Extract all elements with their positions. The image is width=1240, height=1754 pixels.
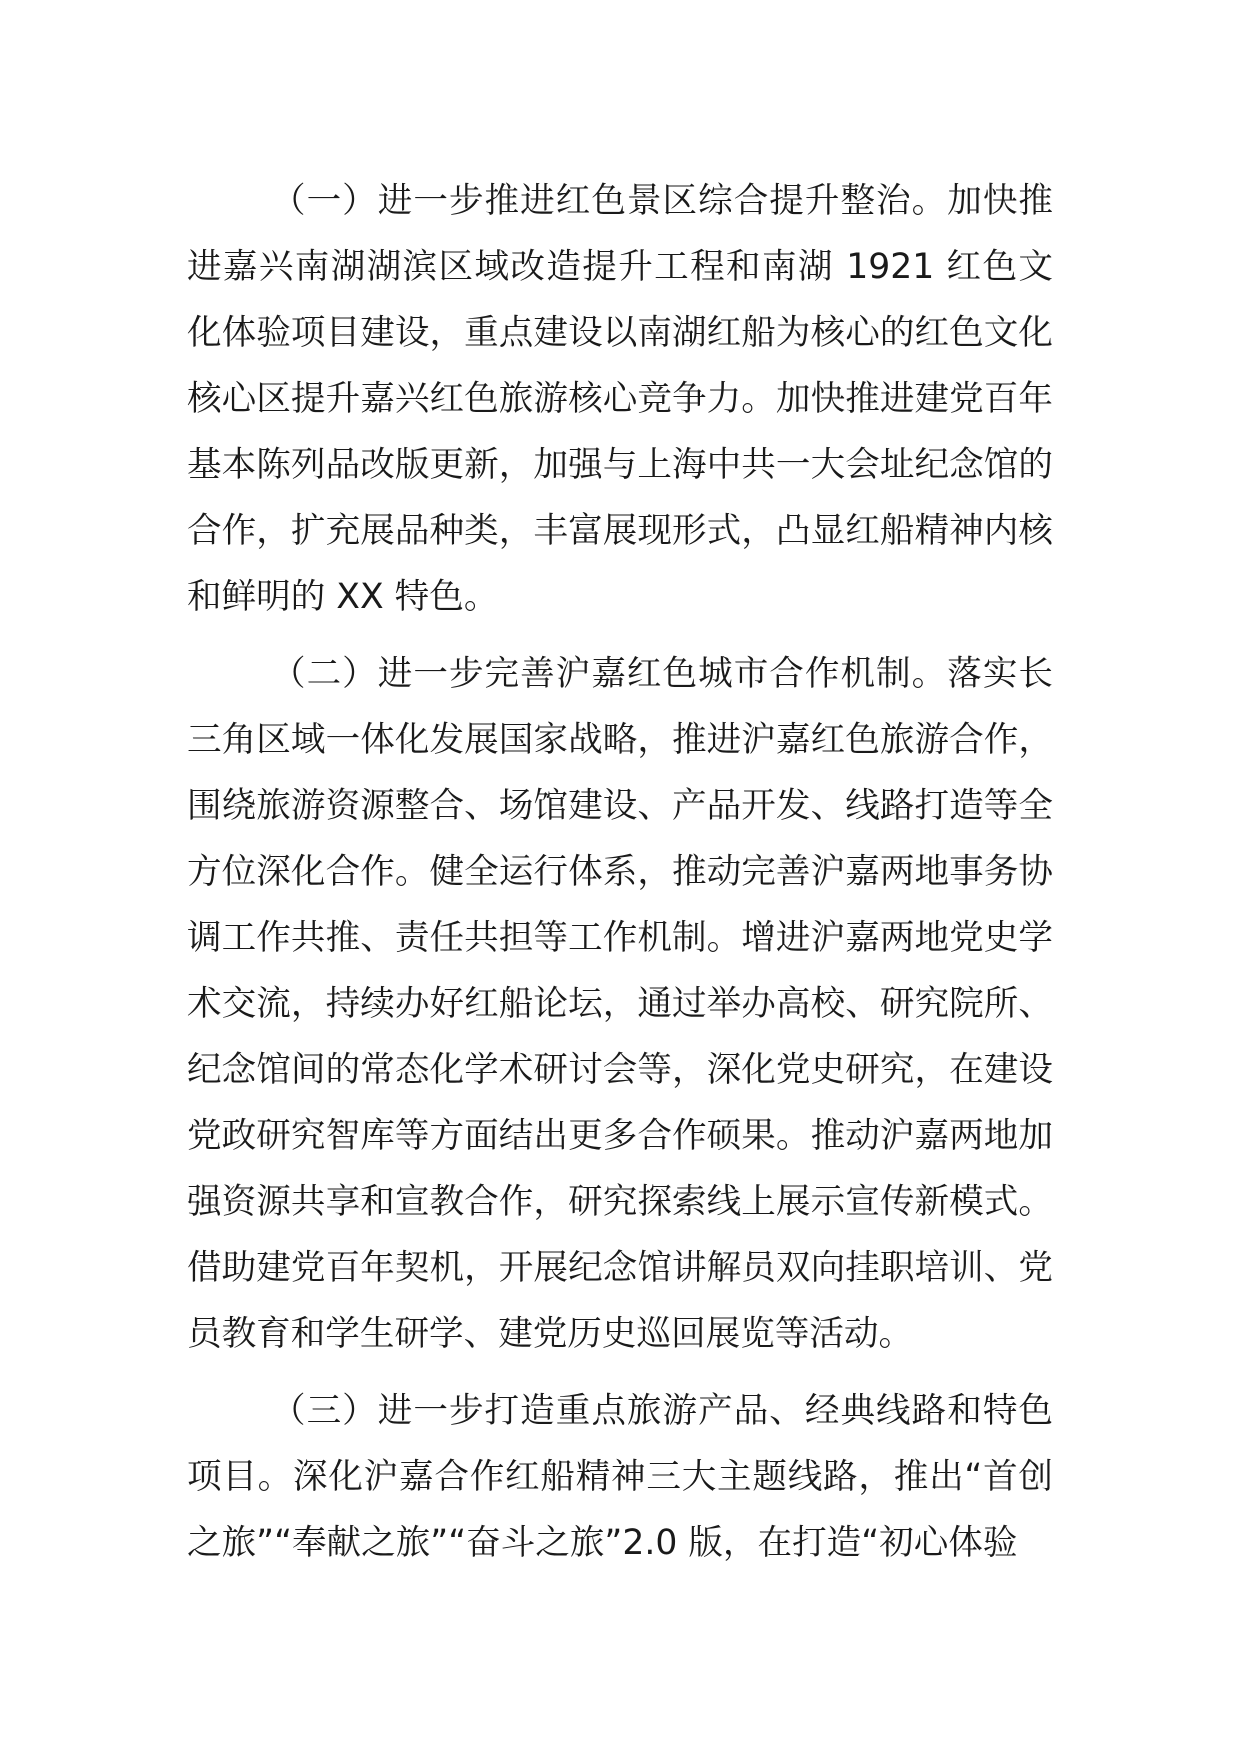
- document-body: [187, 168, 1053, 1587]
- paragraph-1: （一）进一步推进红色景区综合提升整治。加快推进嘉兴南湖湖滨区域改造提升工程和南湖 1921 红色文化体验项目建设，重点建设以南湖红船为核心的红色文化核心区提升嘉兴红色旅游核心竞争力。加快推进建党百年基本陈列品改版更新，加强与上海中共一大会址纪念馆的合作，扩充展品种类，丰富展现形式，凸显红船精神内核和鲜明的 XX 特色。: [187, 181, 1053, 617]
- paragraph-2: （二）进一步完善沪嘉红色城市合作机制。落实长三角区域一体化发展国家战略，推进沪嘉红色旅游合作，围绕旅游资源整合、场馆建设、产品开发、线路打造等全方位深化合作。健全运行体系，推动完善沪嘉两地事务协调工作共推、责任共担等工作机制。增进沪嘉两地党史学术交流，持续办好红船论坛，通过举办高校、研究院所、纪念馆间的常态化学术研讨会等，深化党史研究，在建设党政研究智库等方面结出更多合作硕果。推动沪嘉两地加强资源共享和宣教合作，研究探索线上展示宣传新模式。借助建党百年契机，开展纪念馆讲解员双向挂职培训、党员教育和学生研学、建党历史巡回展览等活动。: [187, 654, 1053, 1354]
- paragraph-3: （三）进一步打造重点旅游产品、经典线路和特色项目。深化沪嘉合作红船精神三大主题线路，推出“首创之旅”“奉献之旅”“奋斗之旅”2.0 版，在打造“初心体验: [187, 1391, 1053, 1563]
